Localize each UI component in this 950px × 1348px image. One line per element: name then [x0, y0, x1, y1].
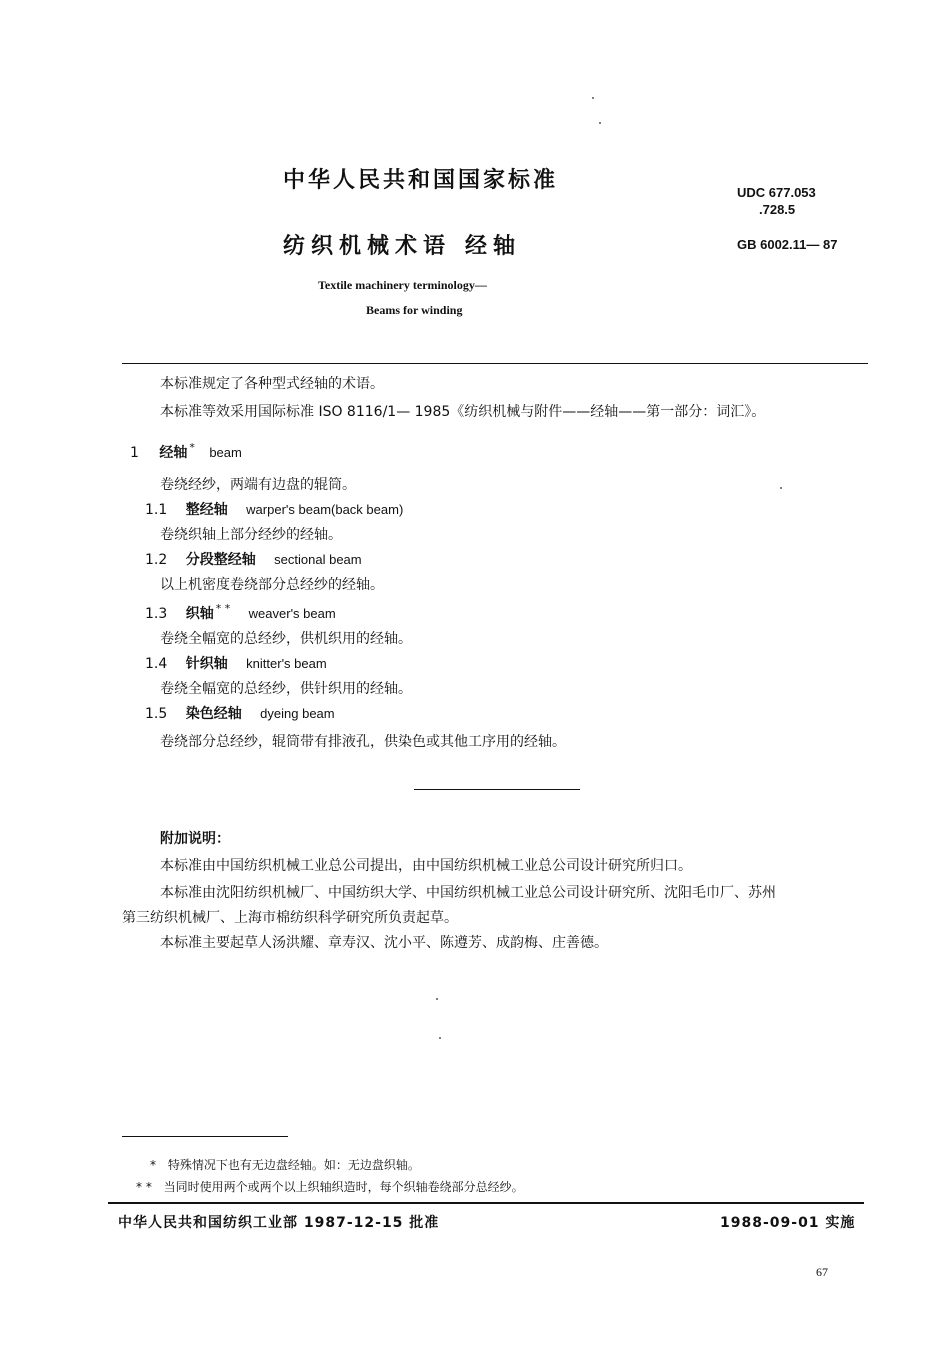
item-definition-1-4: 卷绕全幅宽的总经纱，供针织用的经轴。 — [160, 681, 412, 697]
additional-note-2b: 第三纺织机械厂、上海市棉纺织科学研究所负责起草。 — [122, 910, 458, 926]
item-footnote-mark: * * — [215, 602, 231, 615]
scan-speck — [780, 487, 782, 489]
footnote-1 — [150, 1156, 420, 1173]
item-term: 针织轴 — [185, 656, 228, 672]
item-term: 分段整经轴 — [185, 552, 256, 568]
standard-title: 中华人民共和国国家标准 — [283, 168, 559, 193]
document-title-part2: 经轴 — [465, 234, 522, 259]
item-heading-1-1 — [145, 499, 403, 519]
item-number: 1.5 — [145, 706, 168, 722]
header-divider — [122, 363, 868, 364]
footnote-text: 特殊情况下也有无边盘经轴。如：无边盘织轴。 — [167, 1158, 420, 1172]
udc-line2: .728.5 — [759, 202, 796, 217]
item-number: 1.3 — [145, 606, 168, 622]
english-title-line1: Textile machinery terminology— — [318, 278, 487, 292]
english-title-line2: Beams for winding — [366, 303, 463, 317]
item-term: 染色经轴 — [185, 706, 242, 722]
item-heading-1-2 — [145, 549, 362, 569]
item-heading-1-4 — [145, 653, 327, 673]
item-english: dyeing beam — [260, 706, 335, 721]
additional-note-2a: 本标准由沈阳纺织机械厂、中国纺织大学、中国纺织机械工业总公司设计研究所、沈阳毛巾厂、苏州 — [160, 885, 776, 901]
item-number: 1.4 — [145, 656, 168, 672]
section-english: beam — [209, 445, 242, 460]
additional-notes-heading: 附加说明： — [160, 831, 230, 847]
item-english: warper's beam(back beam) — [246, 502, 404, 517]
scan-speck — [592, 97, 594, 99]
scan-speck — [439, 1037, 441, 1039]
additional-note-1: 本标准由中国纺织机械工业总公司提出，由中国纺织机械工业总公司设计研究所归口。 — [160, 858, 692, 874]
footnote-text: 当同时使用两个或两个以上织轴织造时，每个织轴卷绕部分总经纱。 — [163, 1180, 524, 1194]
additional-note-3: 本标准主要起草人汤洪耀、章寿汉、沈小平、陈遵芳、成韵梅、庄善德。 — [160, 935, 608, 951]
item-definition-1-2: 以上机密度卷绕部分总经纱的经轴。 — [160, 577, 384, 593]
section-heading — [130, 441, 242, 462]
approval-line: 中华人民共和国纺织工业部 1987-12-15 批准 — [118, 1215, 440, 1231]
effective-date: 1988-09-01 实施 — [720, 1215, 856, 1231]
item-definition-1-5: 卷绕部分总经纱，辊筒带有排液孔，供染色或其他工序用的经轴。 — [160, 734, 566, 750]
section-number: 1 — [130, 445, 139, 461]
scan-speck — [436, 998, 438, 1000]
item-english: weaver's beam — [248, 606, 336, 621]
item-definition-1-1: 卷绕织轴上部分经纱的经轴。 — [160, 527, 342, 543]
item-heading-1-3 — [145, 602, 336, 623]
item-number: 1.1 — [145, 502, 168, 518]
document-title-part1: 纺织机械术语 — [283, 234, 452, 259]
section-definition: 卷绕经纱，两端有边盘的辊筒。 — [160, 477, 356, 493]
gb-number: GB 6002.11— 87 — [737, 237, 838, 252]
item-english: sectional beam — [274, 552, 362, 567]
section-footnote-mark: * — [189, 441, 195, 454]
item-number: 1.2 — [145, 552, 168, 568]
item-definition-1-3: 卷绕全幅宽的总经纱，供机织用的经轴。 — [160, 631, 412, 647]
intro-paragraph-2: 本标准等效采用国际标准 ISO 8116/1— 1985《纺织机械与附件——经轴——第一部分：词汇》。 — [160, 404, 766, 420]
udc-line1: UDC 677.053 — [737, 185, 816, 200]
footnote-divider — [122, 1136, 288, 1137]
intro-paragraph-1: 本标准规定了各种型式经轴的术语。 — [160, 376, 384, 392]
footnote-mark: * — [150, 1158, 156, 1172]
document-title — [283, 229, 521, 260]
scan-speck — [599, 122, 601, 124]
udc-code — [737, 184, 816, 218]
item-term: 整经轴 — [185, 502, 228, 518]
footer-divider — [108, 1202, 864, 1204]
item-term: 织轴 — [185, 606, 214, 622]
footnote-2 — [136, 1178, 524, 1195]
page-number: 67 — [816, 1265, 828, 1279]
item-english: knitter's beam — [246, 656, 327, 671]
item-heading-1-5 — [145, 703, 335, 723]
end-of-text-rule — [414, 789, 580, 790]
section-term: 经轴 — [159, 445, 188, 461]
footnote-mark: * * — [136, 1180, 152, 1194]
